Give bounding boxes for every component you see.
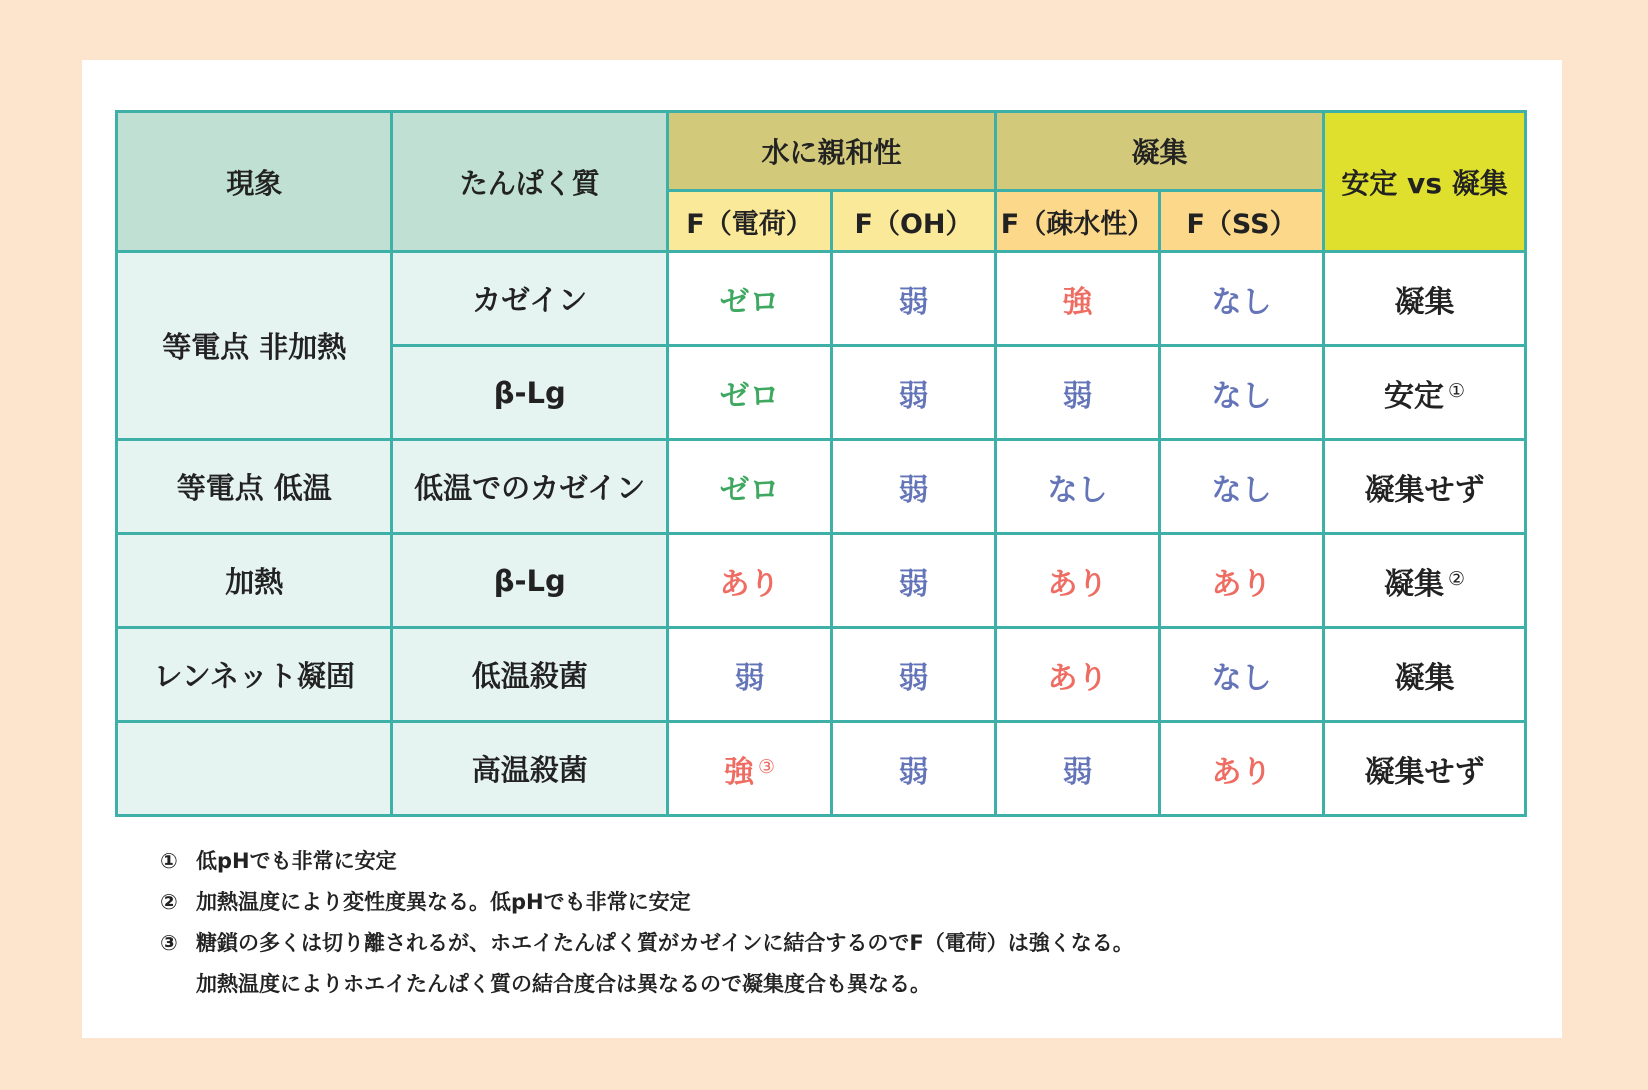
footnote-mark: ① [160,849,178,873]
result-cell [1324,534,1526,628]
header-stability: 安定 vs 凝集 [1324,112,1526,252]
result-cell [1324,628,1526,722]
header-f-ss: F（SS） [1160,191,1324,252]
phenomenon-cell: 等電点 非加熱 [117,252,392,440]
f-hydrophobic-cell: あり [996,628,1160,722]
footnote [160,889,1480,916]
f-charge-cell: ゼロ [667,346,831,440]
f-hydrophobic-cell: 弱 [996,346,1160,440]
header-f-hydrophobic: F（疎水性） [996,191,1160,252]
footnote [160,930,1480,998]
f-oh-cell: 弱 [831,440,995,534]
footnote-mark: ② [160,890,178,914]
f-oh-cell: 弱 [831,252,995,346]
result-cell [1324,440,1526,534]
protein-cell: β-Lg [392,346,667,440]
f-hydrophobic-cell: なし [996,440,1160,534]
table-row [117,628,1526,722]
result-text: 凝集 [1394,284,1455,320]
phenomenon-cell: レンネット凝固 [117,628,392,722]
header-phenomenon: 現象 [117,112,392,252]
table-row [117,252,1526,346]
f-hydrophobic-cell: 強 [996,252,1160,346]
footnote [160,848,1480,875]
phenomenon-cell [117,722,392,816]
footnotes [160,848,1480,1012]
footnote-line: 低pHでも非常に安定 [196,849,397,873]
footnote-mark: ③ [160,931,178,955]
footnote-text [196,889,691,916]
phenomenon-cell: 加熱 [117,534,392,628]
f-hydrophobic-cell: 弱 [996,722,1160,816]
footnote-line: 加熱温度によりホエイたんぱく質の結合度合は異なるので凝集度合も異なる。 [196,972,931,996]
f-charge-cell: 弱 [667,628,831,722]
table-row [117,440,1526,534]
result-text: 凝集せず [1364,754,1485,790]
header-water-affinity: 水に親和性 [667,112,995,191]
f-charge-cell: ゼロ [667,440,831,534]
result-cell [1324,252,1526,346]
header-protein: たんぱく質 [392,112,667,252]
header-f-charge: F（電荷） [667,191,831,252]
protein-cell: 低温でのカゼイン [392,440,667,534]
result-text: 凝集せず [1364,472,1485,508]
protein-cell: 低温殺菌 [392,628,667,722]
footnote-text [196,848,397,875]
result-text: 凝集 [1394,660,1455,696]
f-charge-cell: ゼロ [667,252,831,346]
f-charge-cell: あり [667,534,831,628]
f-charge-text: 強 [723,754,754,790]
f-oh-cell: 弱 [831,534,995,628]
f-charge-cell [667,722,831,816]
f-ss-cell: あり [1160,534,1324,628]
result-cell [1324,722,1526,816]
comparison-table [115,110,1527,817]
result-text: 安定 [1384,378,1444,414]
f-ss-cell: なし [1160,252,1324,346]
f-oh-cell: 弱 [831,628,995,722]
table-row [117,534,1526,628]
result-text: 凝集 [1384,566,1444,602]
f-oh-cell: 弱 [831,346,995,440]
f-ss-cell: なし [1160,440,1324,534]
f-ss-cell: なし [1160,346,1324,440]
footnote-line: 加熱温度により変性度異なる。低pHでも非常に安定 [196,890,691,914]
header-aggregation: 凝集 [996,112,1324,191]
table-row [117,722,1526,816]
footnote-ref: ① [1448,379,1466,402]
footnote-line: 糖鎖の多くは切り離されるが、ホエイたんぱく質がカゼインに結合するのでF（電荷）は強くなる。 [196,931,1134,955]
protein-cell: カゼイン [392,252,667,346]
footnote-ref: ③ [757,755,775,778]
phenomenon-cell: 等電点 低温 [117,440,392,534]
f-hydrophobic-cell: あり [996,534,1160,628]
result-cell [1324,346,1526,440]
f-ss-cell: あり [1160,722,1324,816]
f-ss-cell: なし [1160,628,1324,722]
protein-cell: 高温殺菌 [392,722,667,816]
footnote-ref: ② [1448,567,1466,590]
f-oh-cell: 弱 [831,722,995,816]
header-f-oh: F（OH） [831,191,995,252]
footnote-text [196,930,1134,998]
protein-cell: β-Lg [392,534,667,628]
